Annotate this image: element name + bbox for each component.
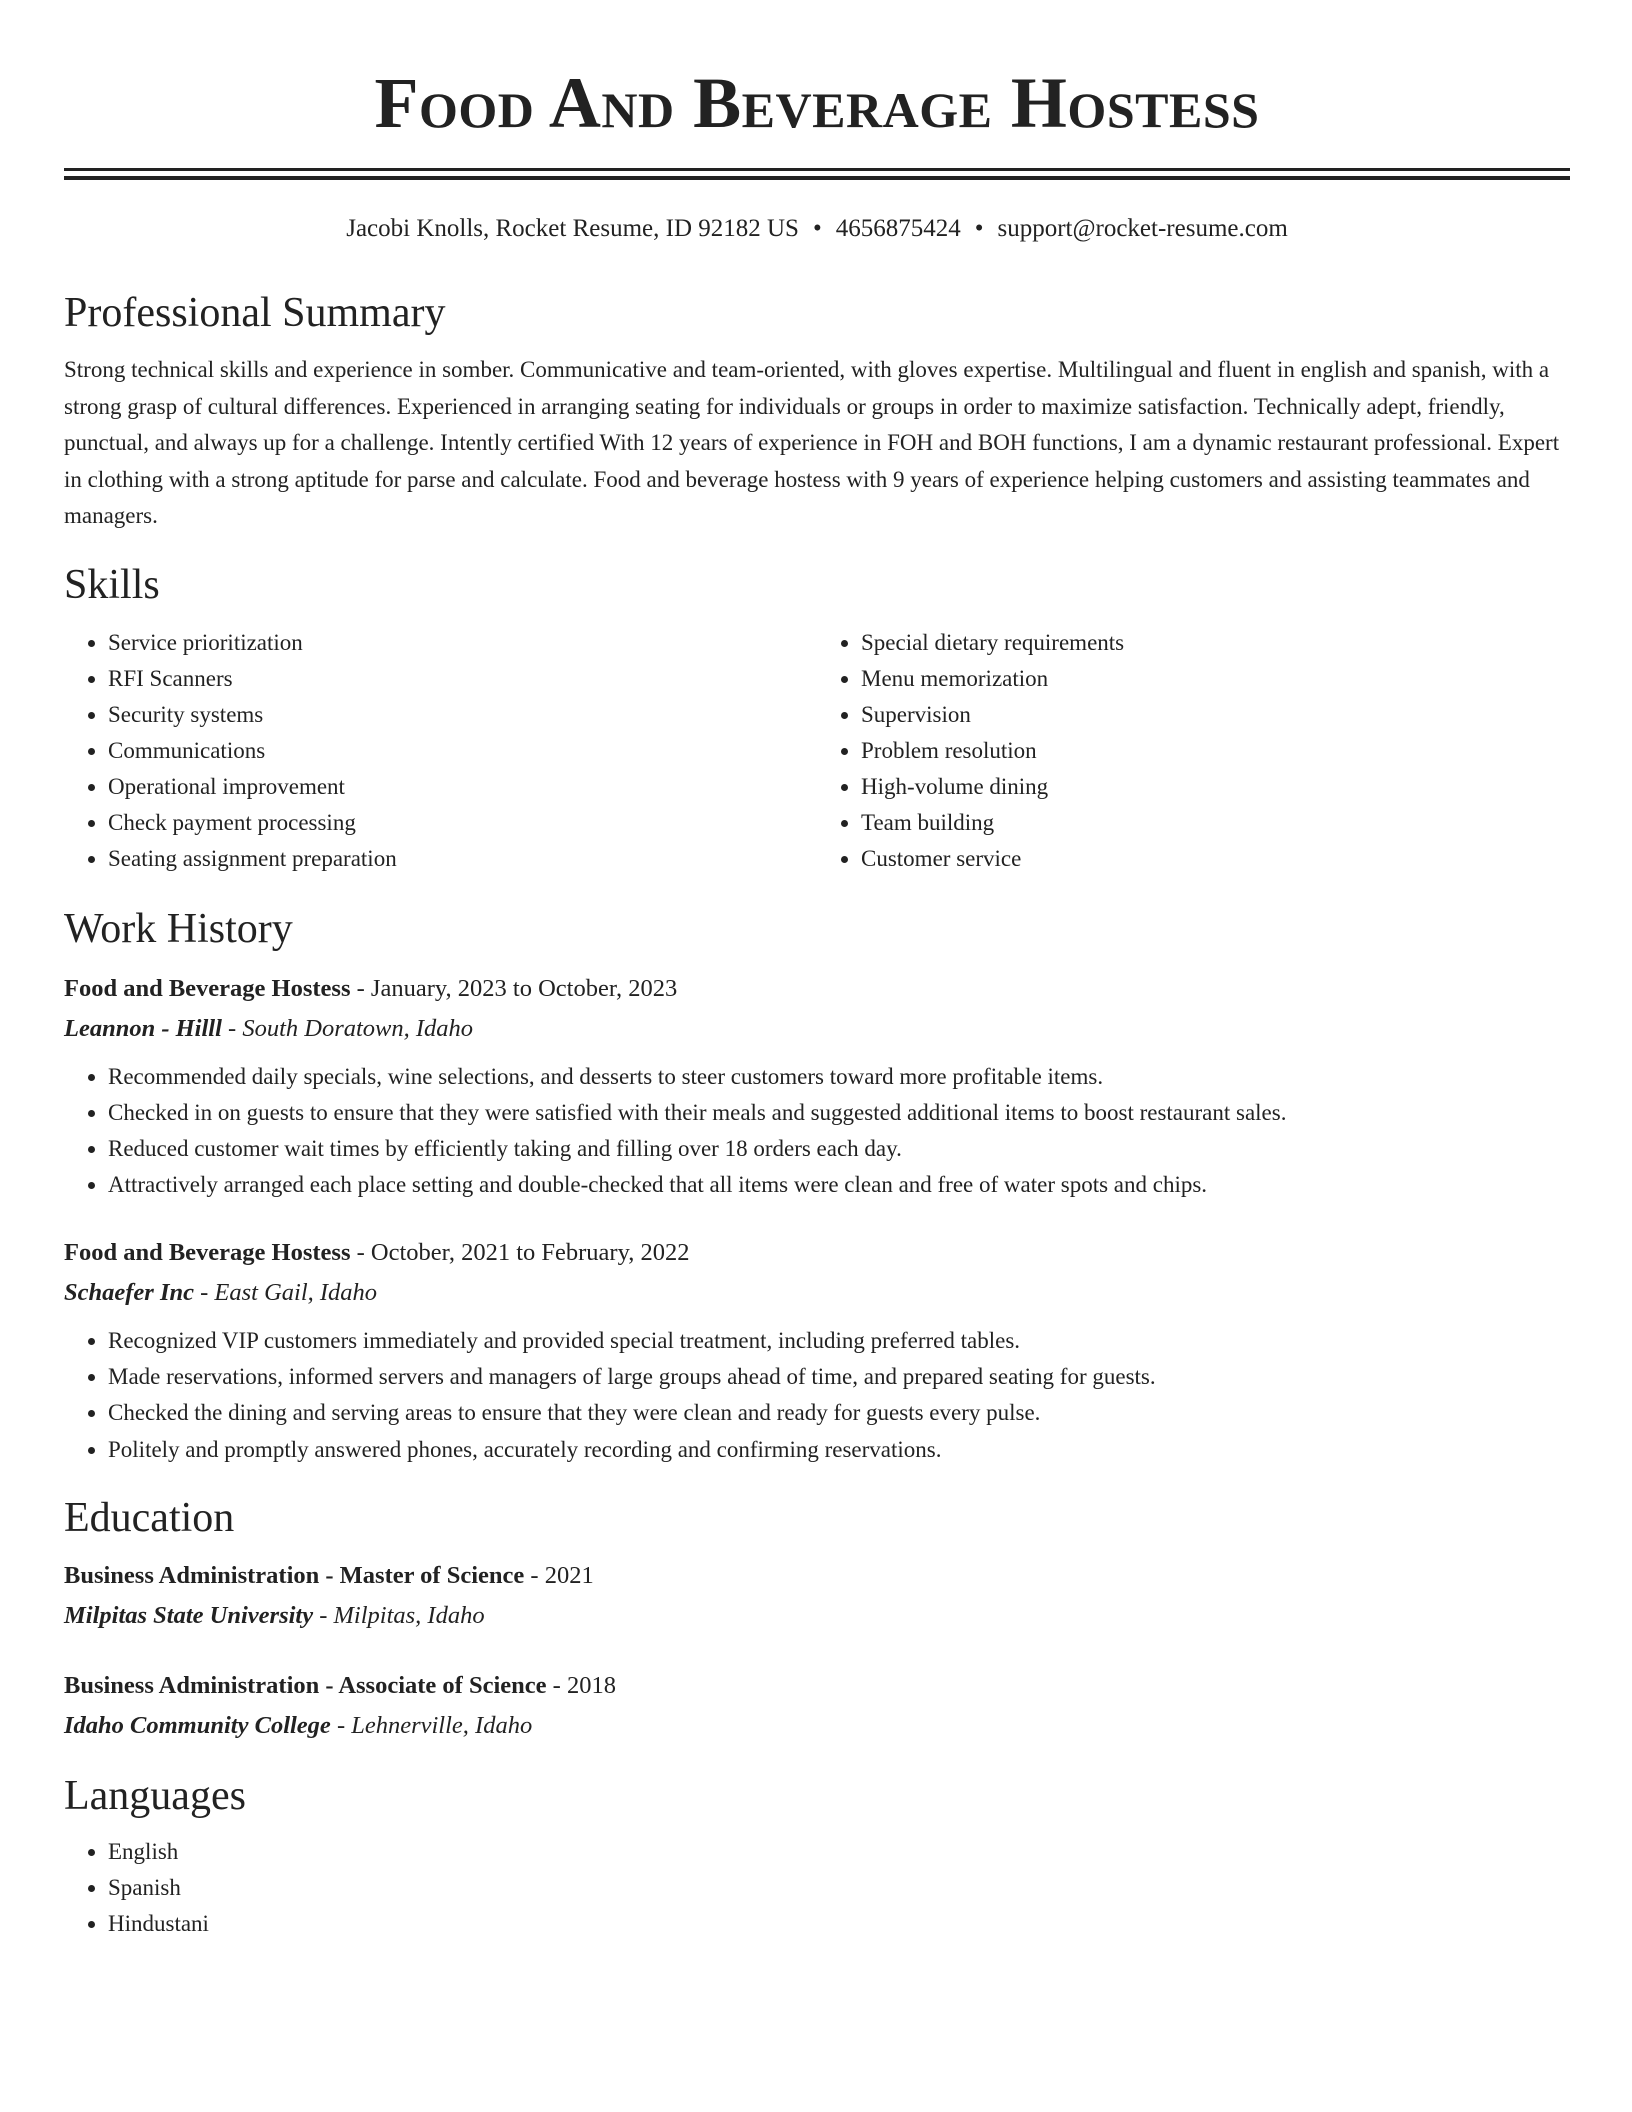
- skills-heading: Skills: [64, 561, 160, 608]
- job-title: Food and Beverage Hostess: [64, 974, 351, 1002]
- contact-phone: 4656875424: [835, 215, 961, 242]
- job-header: [64, 1233, 1570, 1273]
- education-entry: [64, 1556, 1570, 1636]
- contact-address: Jacobi Knolls, Rocket Resume, ID 92182 US: [346, 215, 799, 242]
- skill-item: • Special dietary requirements: [861, 625, 1570, 661]
- job-bullets: [64, 1323, 1570, 1468]
- education-degree: Business Administration - Master of Science: [64, 1561, 525, 1589]
- skills-section: [64, 557, 1570, 877]
- education-degree: Business Administration - Associate of Science: [64, 1671, 547, 1699]
- job-company: Leannon - Hilll: [64, 1014, 222, 1042]
- education-school: Idaho Community College: [64, 1711, 331, 1739]
- job-bullet: • Made reservations, informed servers and managers of large groups ahead of time, and prepared seating for guests.: [108, 1359, 1570, 1395]
- summary-section: [64, 285, 1570, 535]
- language-item: • Spanish: [108, 1870, 1570, 1906]
- skill-item: • High-volume dining: [861, 769, 1570, 805]
- job-bullet: • Checked in on guests to ensure that they were satisfied with their meals and suggested additional items to boost restaurant sales.: [108, 1095, 1570, 1131]
- skill-item: • Security systems: [108, 697, 817, 733]
- languages-heading: Languages: [64, 1772, 246, 1819]
- job-bullet: • Recognized VIP customers immediately and provided special treatment, including preferred tables.: [108, 1323, 1570, 1359]
- skill-item: • Seating assignment preparation: [108, 841, 817, 877]
- skill-item: • Team building: [861, 805, 1570, 841]
- skills-list-left: [64, 625, 817, 877]
- work-heading: Work History: [64, 905, 293, 952]
- title-rule-top: [64, 168, 1570, 171]
- job-location: - South Doratown, Idaho: [221, 1014, 474, 1042]
- education-year: - 2018: [546, 1671, 616, 1699]
- job-entry: [64, 969, 1570, 1204]
- skill-item: • Problem resolution: [861, 733, 1570, 769]
- education-heading: Education: [64, 1494, 235, 1541]
- education-year: - 2021: [524, 1561, 594, 1589]
- job-header: [64, 969, 1570, 1009]
- summary-heading: Professional Summary: [64, 290, 446, 336]
- contact-separator: •: [974, 215, 984, 242]
- skill-item: • Supervision: [861, 697, 1570, 733]
- job-bullet: • Reduced customer wait times by efficiently taking and filling over 18 orders each day.: [108, 1131, 1570, 1167]
- education-header: [64, 1666, 1570, 1706]
- job-bullet: • Recommended daily specials, wine selections, and desserts to steer customers toward more profitable items.: [108, 1059, 1570, 1095]
- skill-item: • Check payment processing: [108, 805, 817, 841]
- job-bullet: • Checked the dining and serving areas to ensure that they were clean and ready for guests every pulse.: [108, 1395, 1570, 1431]
- job-dates: - October, 2021 to February, 2022: [350, 1238, 690, 1266]
- title-rule-bottom: [64, 176, 1570, 180]
- education-section: [64, 1490, 1570, 1746]
- language-item: • Hindustani: [108, 1906, 1570, 1942]
- contact-line: [64, 212, 1570, 246]
- skill-item: • Communications: [108, 733, 817, 769]
- language-item: • English: [108, 1834, 1570, 1870]
- resume-title: Food And Beverage Hostess: [374, 63, 1260, 143]
- education-school-line: [64, 1596, 1570, 1636]
- job-company-line: [64, 1009, 1570, 1049]
- skill-item: • Customer service: [861, 841, 1570, 877]
- job-company-line: [64, 1273, 1570, 1313]
- languages-list: [64, 1834, 1570, 1942]
- education-school-line: [64, 1706, 1570, 1746]
- summary-text: Strong technical skills and experience in somber. Communicative and team-oriented, with gloves expertise. Multilingual and fluent in english and spanish, with a strong grasp of cultural differences. Experienced in arranging seating for individuals or groups in order to maximize satisfaction. Technically adept, friendly, punctual, and always up for a challenge. Intently certified With 12 years of experience in FOH and BOH functions, I am a dynamic restaurant professional. Expert in clothing with a strong aptitude for parse and calculate. Food and beverage hostess with 9 years of experience helping customers and assisting teammates and managers.: [64, 357, 1560, 528]
- education-location: - Lehnerville, Idaho: [330, 1711, 533, 1739]
- education-location: - Milpitas, Idaho: [313, 1601, 485, 1629]
- job-bullet: • Attractively arranged each place setting and double-checked that all items were clean and free of water spots and chips.: [108, 1167, 1570, 1203]
- skill-item: • Menu memorization: [861, 661, 1570, 697]
- job-bullet: • Politely and promptly answered phones, accurately recording and confirming reservations.: [108, 1432, 1570, 1468]
- skill-item: • Operational improvement: [108, 769, 817, 805]
- education-entry: [64, 1666, 1570, 1746]
- education-header: [64, 1556, 1570, 1596]
- skills-columns: [64, 625, 1570, 877]
- contact-email: support@rocket-resume.com: [997, 215, 1288, 242]
- job-entry: [64, 1233, 1570, 1468]
- languages-section: [64, 1768, 1570, 1942]
- work-section: [64, 901, 1570, 1468]
- skill-item: • RFI Scanners: [108, 661, 817, 697]
- job-location: - East Gail, Idaho: [193, 1278, 378, 1306]
- skill-item: • Service prioritization: [108, 625, 817, 661]
- skills-list-right: [817, 625, 1570, 877]
- resume-page: [64, 0, 1570, 1942]
- job-bullets: [64, 1059, 1570, 1204]
- job-title: Food and Beverage Hostess: [64, 1238, 351, 1266]
- contact-separator: •: [812, 215, 822, 242]
- job-company: Schaefer Inc: [64, 1278, 194, 1306]
- education-school: Milpitas State University: [64, 1601, 314, 1629]
- job-dates: - January, 2023 to October, 2023: [350, 974, 678, 1002]
